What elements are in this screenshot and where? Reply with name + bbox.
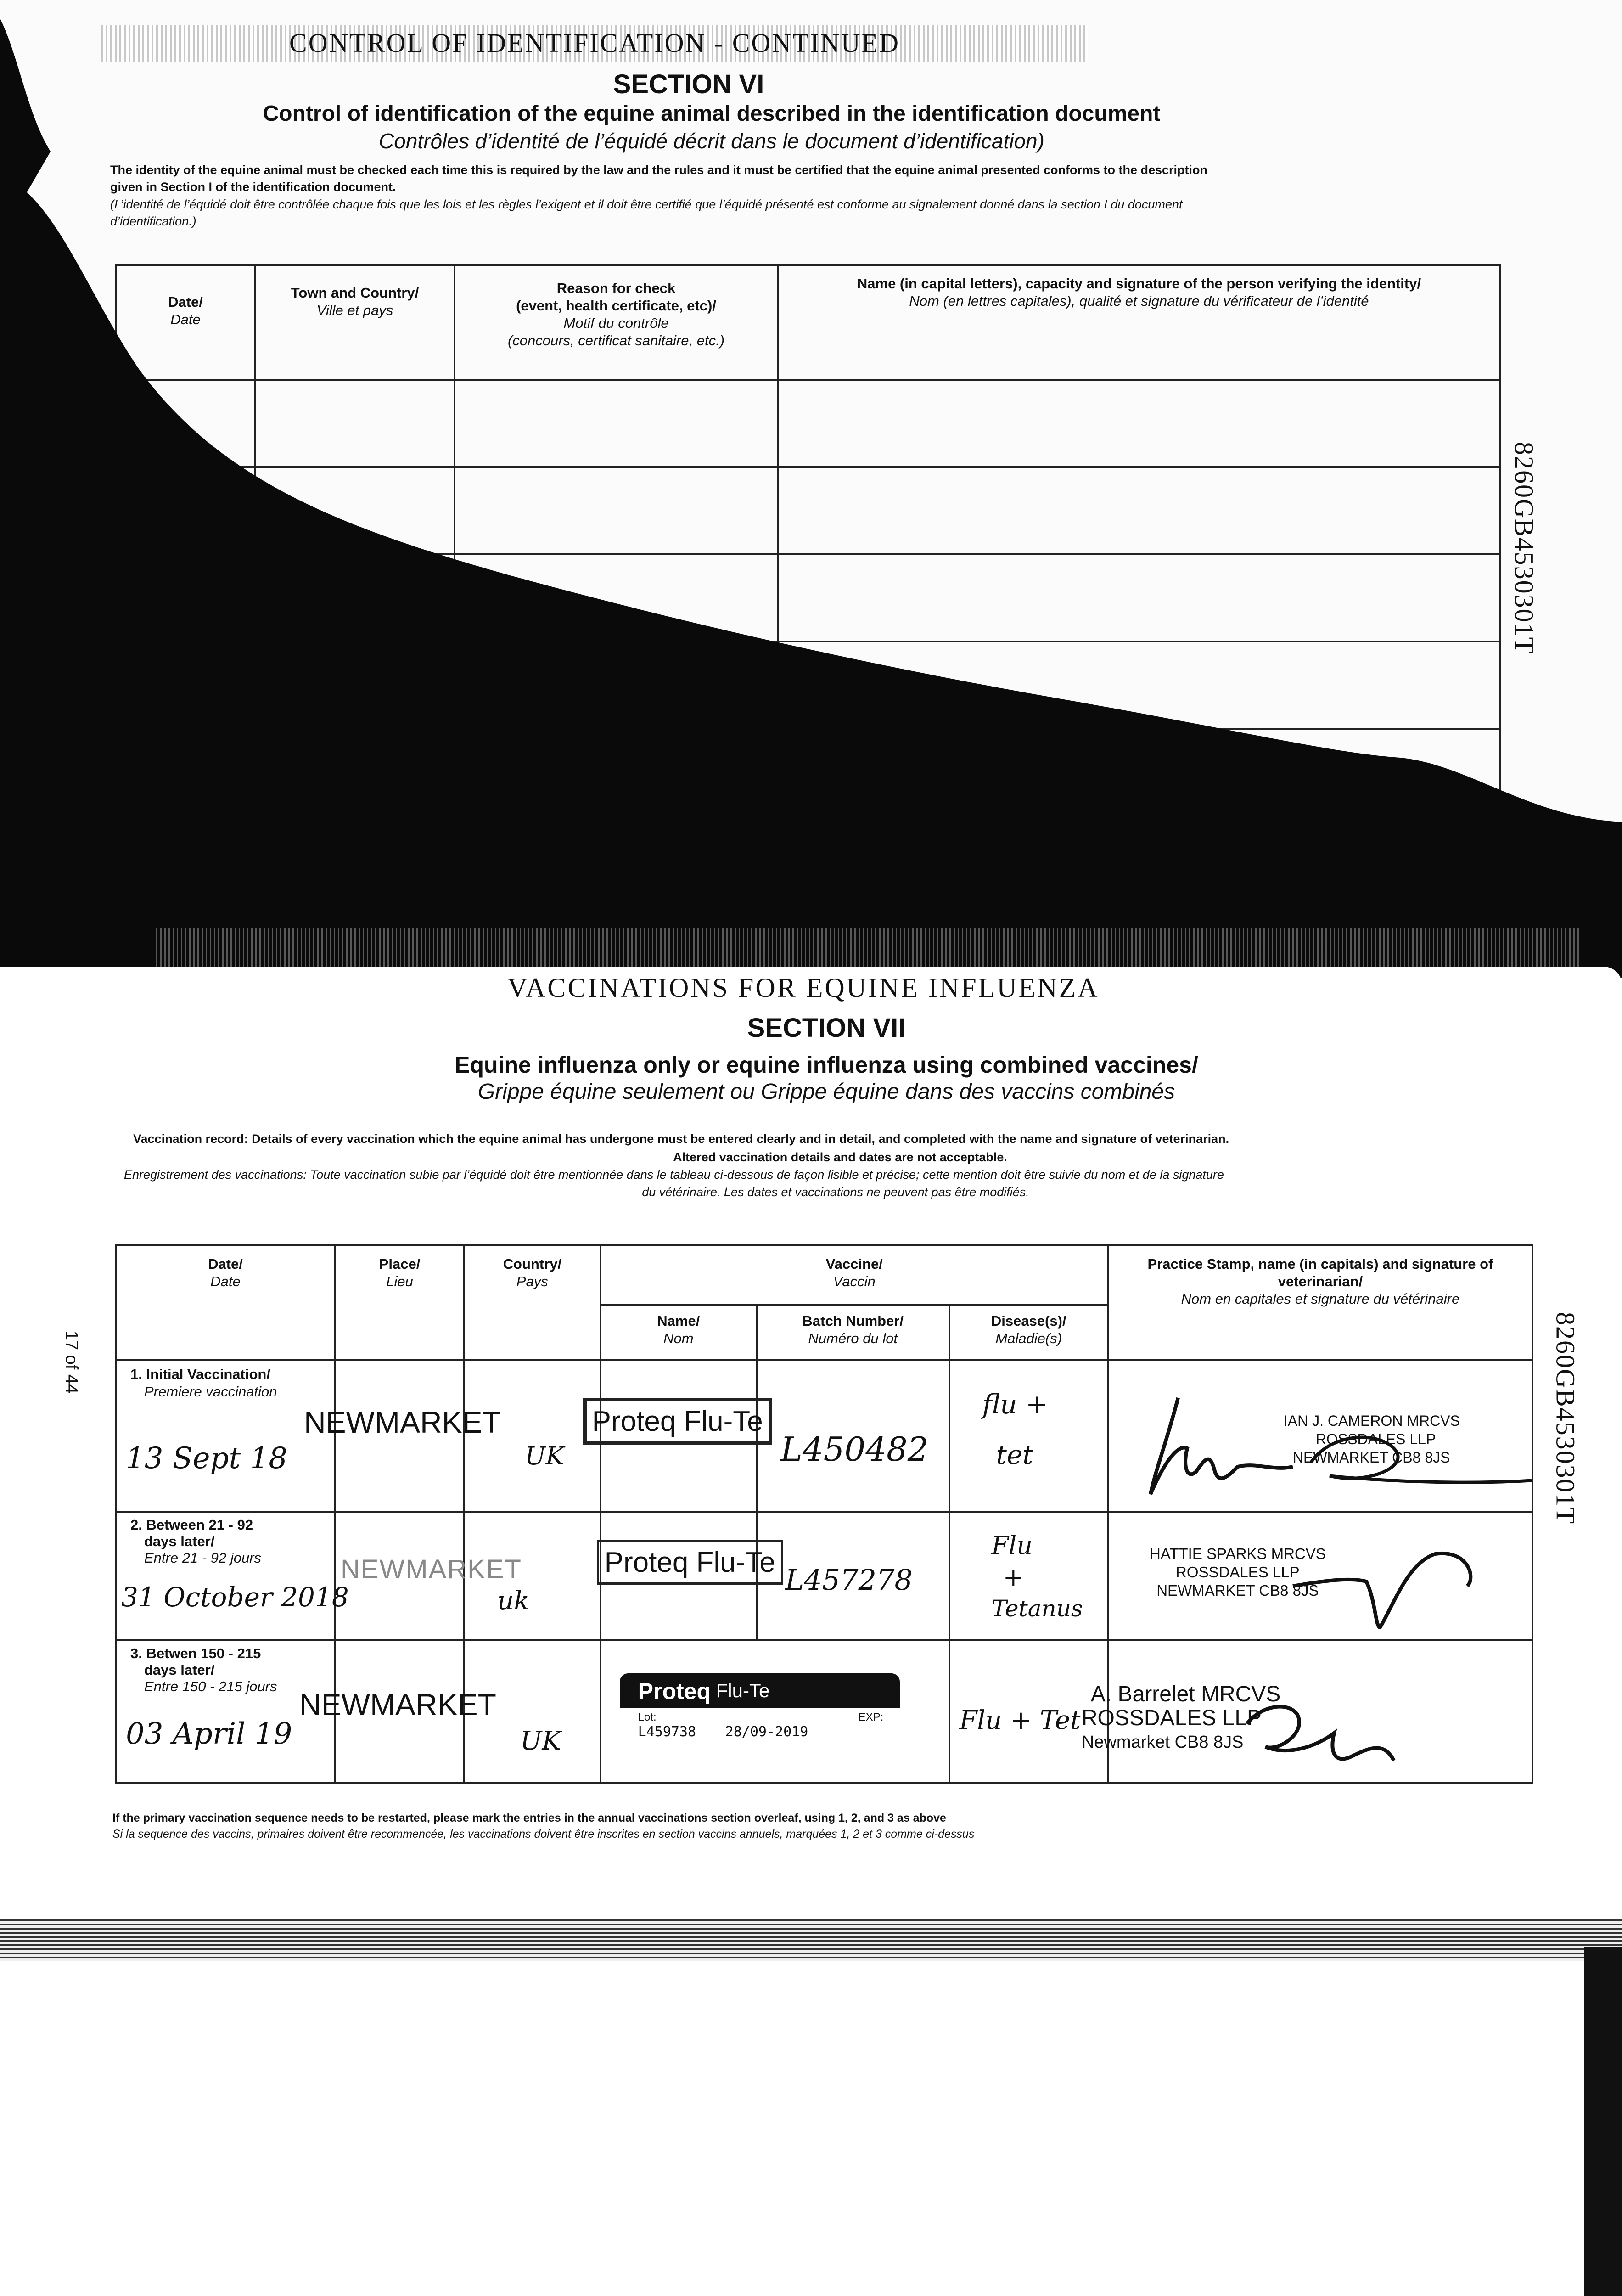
section6-intro-en-1: The identity of the equine animal must be checked each time this is required by the law and the rules and it must be certified that the equine animal presented conforms to the description	[110, 163, 1207, 177]
row2-date: 31 October 2018	[121, 1581, 349, 1613]
section7-record-en-2: Altered vaccination details and dates are not acceptable.	[673, 1150, 1007, 1164]
book-page-edges	[0, 1919, 1622, 1961]
section7-banner: VACCINATIONS FOR EQUINE INFLUENZA	[507, 973, 1100, 1003]
row1-signature	[1137, 1379, 1550, 1503]
row1-place-cell	[303, 1360, 501, 1512]
section7-record-en-1: Vaccination record: Details of every vaccination which the equine animal has undergone must be entered clearly and in detail, and completed with the name and signature of veterinarian.	[133, 1132, 1229, 1146]
section6-intro-fr-1: (L’identité de l’équidé doit être contrôlée chaque fois que les lois et les règles l’exigent et il doit être certifié que l’équidé présenté est conforme au signalement donné dans la section I du document	[110, 197, 1183, 211]
section6-banner: CONTROL OF IDENTIFICATION - CONTINUED	[289, 28, 900, 58]
row2-vaccine-stamp: Proteq Flu-Te	[597, 1540, 783, 1585]
section7-title-en: Equine influenza only or equine influenza using combined vaccines/	[455, 1052, 1198, 1078]
row3-country: UK	[520, 1726, 561, 1756]
footnote-fr: Si la sequence des vaccins, primaires doivent être recommencée, les vaccinations doivent être inscrites en section vaccins annuels, marquées 1, 2 et 3 comme ci-dessus	[112, 1828, 975, 1840]
row1-country: UK	[525, 1441, 564, 1470]
row3-date-cell: 3. Betwen 150 - 215 days later/ Entre 150 - 215 jours 03 April 19	[116, 1640, 335, 1783]
col-date-header: Date/ Date	[116, 1245, 335, 1360]
row2-batch: L457278	[785, 1563, 913, 1597]
section7-side-code: 8260GB4530301T	[1550, 1312, 1581, 1525]
row3-place-cell	[299, 1640, 496, 1783]
section6-title-en: Control of identification of the equine animal described in the identification document	[263, 101, 1161, 126]
col-stamp-header: Practice Stamp, name (in capitals) and signature of veterinarian/ Nom en capitales et signature du vétérinaire	[1108, 1245, 1532, 1360]
section6-title-fr: Contrôles d’identité de l’équidé décrit dans le document d’identification)	[379, 129, 1044, 153]
scan-edge-shadow	[1584, 1947, 1622, 2296]
row1-country-cell	[464, 1360, 601, 1512]
section6-side-code: 8260GB4530301T	[1509, 442, 1539, 654]
row2-signature	[1284, 1536, 1522, 1641]
row2-disease-2: +	[1003, 1563, 1024, 1592]
col-vaccine-header: Vaccine/ Vaccin	[601, 1245, 1108, 1305]
section-vii-page	[0, 967, 1622, 1965]
row1-vet-stamp: IAN J. CAMERON MRCVS ROSSDALES LLP NEWMARKET CB8 8JS	[1283, 1412, 1460, 1466]
page-number: 17 of 44	[62, 1330, 81, 1394]
section7-record-fr-2: du vétérinaire. Les dates et vaccinations ne peuvent pas être modifiés.	[642, 1185, 1029, 1199]
row3-vaccine-cell	[601, 1640, 949, 1783]
section6-title: SECTION VI	[613, 69, 764, 99]
row1-date: 13 Sept 18	[126, 1441, 287, 1475]
scan-shadow	[0, 0, 1622, 978]
footnote-en: If the primary vaccination sequence needs to be restarted, please mark the entries in the annual vaccinations section overleaf, using 1, 2, and 3 as above	[112, 1812, 946, 1824]
row2-vet-stamp: HATTIE SPARKS MRCVS ROSSDALES LLP NEWMARKET CB8 8JS	[1149, 1545, 1326, 1599]
row3-date: 03 April 19	[126, 1717, 292, 1751]
col-place-header: Place/ Lieu	[335, 1245, 464, 1360]
row3-vaccine-label: Proteq Flu-Te Lot: EXP: L459738 28/09-2019	[620, 1673, 900, 1742]
row3-disease-1: Flu + Tet	[959, 1705, 1081, 1735]
row2-place-stamp: NEWMARKET	[340, 1554, 522, 1584]
row1-stamp-cell	[1108, 1360, 1532, 1512]
row3-vet-stamp: A. Barrelet MRCVS ROSSDALES LLP Newmarket CB8 8JS	[1081, 1682, 1281, 1752]
row1-place-stamp: NEWMARKET	[303, 1405, 501, 1439]
col-town-header: Town and Country/ Ville et pays	[255, 265, 455, 380]
edge-dither	[156, 928, 1579, 971]
row3-place-stamp: NEWMARKET	[299, 1688, 496, 1722]
row1-date-cell: 1. Initial Vaccination/ Premiere vaccination 13 Sept 18	[116, 1360, 335, 1512]
row1-disease-cell	[949, 1360, 1108, 1512]
row2-date-cell: 2. Between 21 - 92 days later/ Entre 21 - 92 jours 31 October 2018	[116, 1512, 335, 1640]
col-name-header: Name (in capital letters), capacity and signature of the person verifying the identity/ Nom (en lettres capitales), qualité et signature du vérificateur de l’identité	[778, 265, 1500, 380]
section7-record-fr-1: Enregistrement des vaccinations: Toute vaccination subie par l’équidé doit être mentionnée dans le tableau ci-dessous de façon lisible et précise; cette mention doit être suivie du nom et de la signature	[124, 1168, 1224, 1182]
row3-stamp-cell	[1081, 1640, 1532, 1783]
col-reason-header: Reason for check (event, health certificate, etc)/ Motif du contrôle (concours, certificat sanitaire, etc.)	[455, 265, 778, 380]
col-disease-header: Disease(s)/ Maladie(s)	[949, 1305, 1108, 1360]
row2-country-cell	[464, 1512, 601, 1640]
row2-country: uk	[497, 1586, 530, 1616]
row2-stamp-cell	[1108, 1512, 1532, 1640]
row3-country-cell	[464, 1640, 601, 1783]
row1-vaccine-stamp: Proteq Flu-Te	[583, 1398, 772, 1445]
section6-intro-en-2: given in Section I of the identification document.	[110, 180, 396, 194]
col-vaccine-name-header: Name/ Nom	[601, 1305, 757, 1360]
vaccination-row-1	[116, 1360, 1532, 1512]
row1-batch: L450482	[780, 1430, 929, 1469]
col-batch-header: Batch Number/ Numéro du lot	[757, 1305, 949, 1360]
row2-batch-cell	[757, 1512, 949, 1640]
row2-disease-1: Flu	[991, 1531, 1033, 1560]
vaccination-table	[115, 1244, 1533, 1784]
vaccination-header-row	[116, 1245, 1532, 1305]
section-vi-page	[0, 0, 1622, 978]
row2-vaccine-cell	[601, 1512, 775, 1640]
vaccination-row-2	[116, 1512, 1532, 1640]
row2-disease-3: Tetanus	[991, 1595, 1083, 1622]
row3-signature	[1178, 1669, 1408, 1779]
col-country-header: Country/ Pays	[464, 1245, 601, 1360]
section6-intro-fr-2: d’identification.)	[110, 214, 196, 228]
section7-title: SECTION VII	[747, 1013, 906, 1043]
row1-disease-2: tet	[996, 1439, 1033, 1470]
row1-batch-cell	[757, 1360, 949, 1512]
col-date-header: Date/ Date	[116, 265, 255, 380]
vaccination-row-3	[116, 1640, 1532, 1783]
row1-disease-1: flu +	[982, 1389, 1048, 1420]
section7-title-fr: Grippe équine seulement ou Grippe équine dans des vaccins combinés	[477, 1080, 1175, 1104]
row2-disease-cell	[949, 1512, 1108, 1640]
blank-margin	[0, 1961, 1622, 2296]
row1-vaccine-cell	[592, 1360, 763, 1512]
